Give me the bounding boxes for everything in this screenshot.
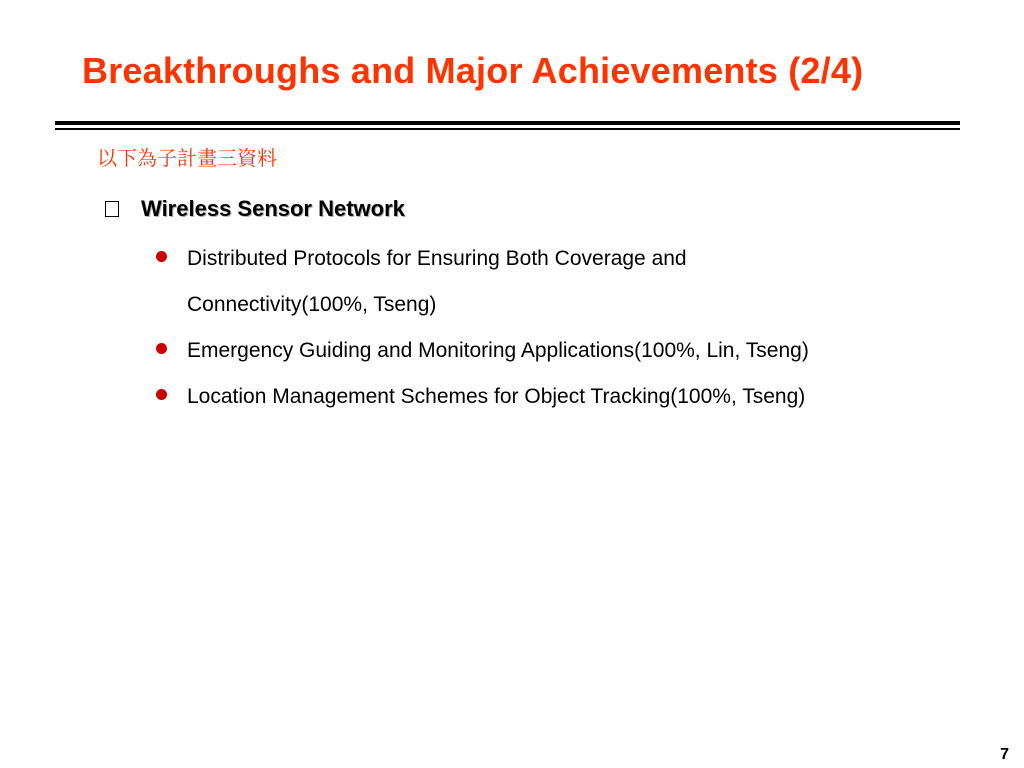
title-divider-thin [55,128,960,130]
page-number: 7 [1000,746,1009,763]
red-dot-bullet-icon [156,343,167,354]
bullet-text: Location Management Schemes for Object Tracking(100%, Tseng) [187,385,806,408]
bullet-list [155,236,857,420]
bullet-text: Emergency Guiding and Monitoring Applications(100%, Lin, Tseng) [187,339,809,362]
topic-label: Wireless Sensor Network [141,196,405,221]
bullet-text: Distributed Protocols for Ensuring Both Coverage and Connectivity(100%, Tseng) [187,247,687,316]
bullet-item [155,328,857,374]
red-dot-bullet-icon [156,389,167,400]
slide-subtitle: 以下為子計畫三資料 [97,146,277,170]
slide-title: Breakthroughs and Major Achievements (2/4) [82,50,864,91]
bullet-item [155,236,857,328]
red-dot-bullet-icon [156,251,167,262]
square-bullet-icon [105,201,119,217]
topic-heading [105,196,405,222]
title-divider-thick [55,121,960,125]
bullet-item [155,374,857,420]
